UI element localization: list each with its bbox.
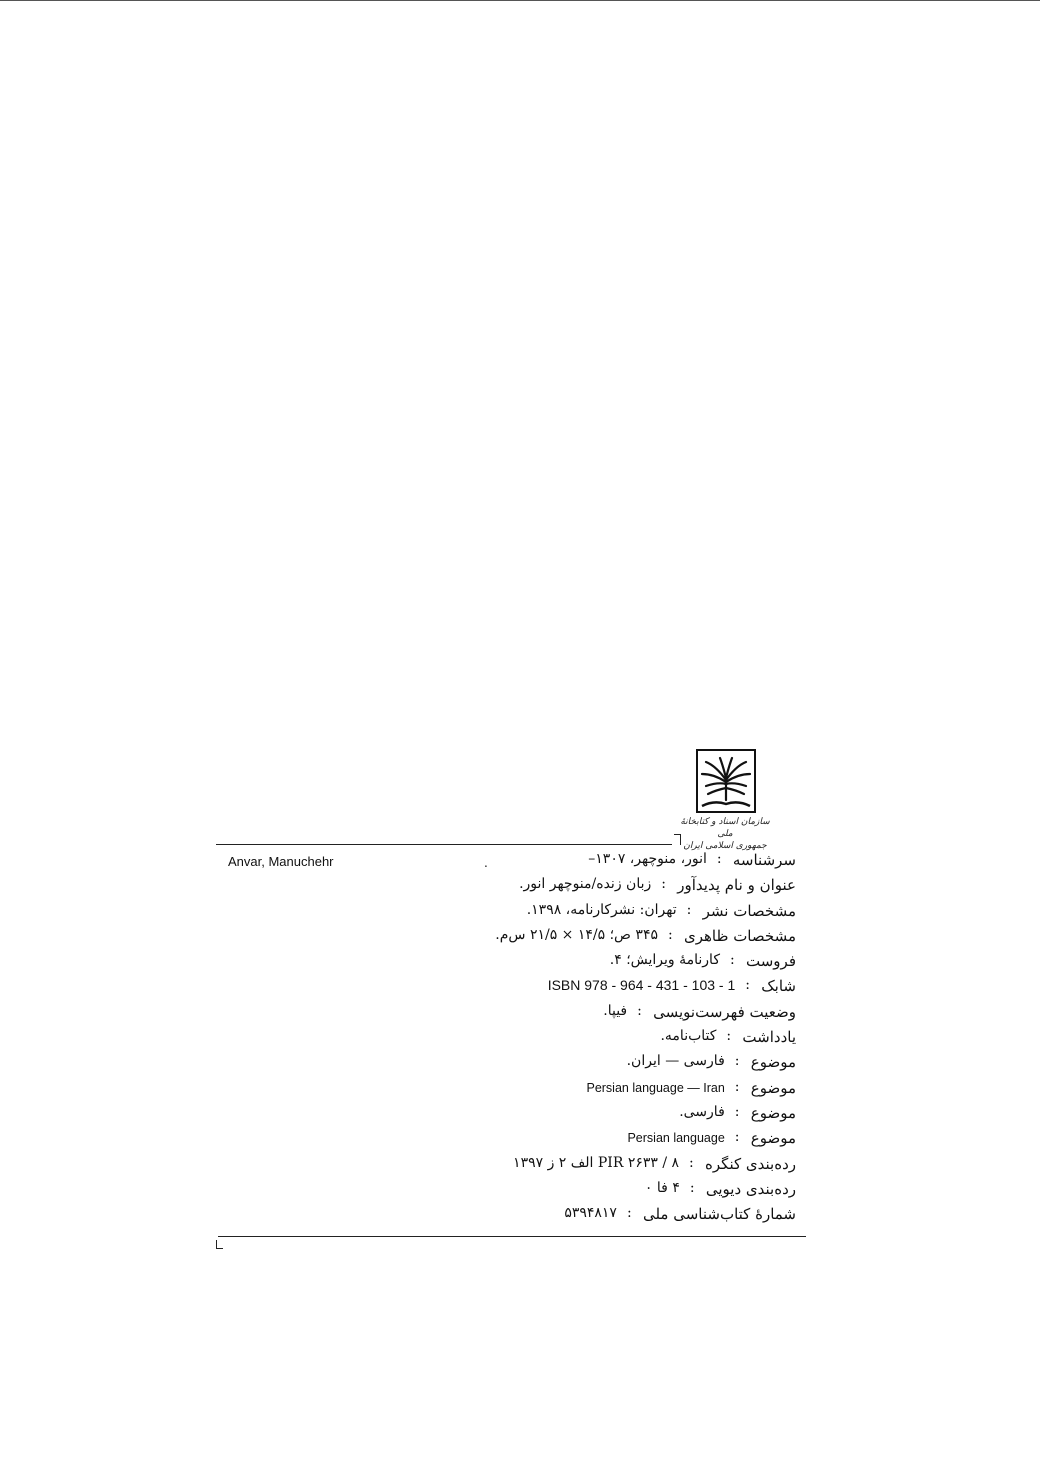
entry-label: موضوع (750, 1053, 796, 1072)
entry-separator: : (734, 1053, 740, 1070)
logo-caption-line1: سازمان اسناد و کتابخانهٔ ملی (680, 817, 770, 839)
entry-separator: : (734, 1078, 740, 1095)
entry-value: ISBN 978 - 964 - 431 - 103 - 1 (547, 977, 736, 994)
entry-value: ۳۴۵ ص؛ ۱۴/۵ × ۲۱/۵ س‌م. (495, 926, 658, 943)
entry-separator: : (661, 876, 666, 893)
entry-label: مشخصات ظاهری (683, 926, 796, 945)
entry-separator: : (730, 952, 735, 969)
catalog-entry (360, 1076, 810, 1101)
catalog-entry (360, 924, 810, 949)
entry-separator: : (626, 1205, 632, 1222)
entry-value: تهران: نشرکارنامه، ۱۳۹۸. (526, 901, 677, 918)
entry-label: موضوع (750, 1129, 796, 1148)
catalog-entry (360, 1000, 810, 1025)
entry-value: ۴ فا ۰ (644, 1179, 680, 1196)
entry-value: Persian language (627, 1131, 725, 1146)
catalog-entry (360, 1152, 810, 1177)
top-border-line (0, 0, 1040, 1)
english-author-name: Anvar, Manuchehr (228, 854, 334, 869)
entry-label: مشخصات نشر (702, 901, 796, 920)
entry-separator: : (734, 1129, 740, 1146)
bottom-rule (218, 1236, 806, 1237)
logo-caption (680, 816, 770, 852)
entry-value: فارسی. (679, 1103, 725, 1120)
entry-label: عنوان و نام پدیدآور (677, 876, 796, 895)
catalog-entry (360, 1050, 810, 1075)
entry-separator: : (745, 977, 750, 994)
entry-separator: : (734, 1103, 740, 1120)
separator-dot: . (484, 856, 488, 870)
catalog-entry (360, 1025, 810, 1050)
entry-label: رده‌بندی کنگره (705, 1154, 796, 1173)
entry-separator: : (726, 1028, 732, 1045)
catalog-entry (360, 1177, 810, 1202)
entry-value: فارسی — ایران. (626, 1053, 725, 1070)
cataloging-record (360, 848, 810, 1227)
entry-value: ۵۳۹۴۸۱۷ (564, 1205, 617, 1222)
corner-mark-bottom (216, 1240, 223, 1249)
entry-value: انور، منوچهر، ۱۳۰۷– (588, 851, 707, 867)
national-library-logo (680, 748, 790, 851)
entry-value: کارنامهٔ ویرایش؛ ۴. (609, 952, 720, 969)
entry-separator: : (689, 1154, 694, 1171)
entry-label: فروست (746, 952, 796, 971)
entry-separator: : (716, 851, 722, 867)
entry-value: کتاب‌نامه. (660, 1028, 717, 1045)
logo-caption-line2: جمهوری اسلامی ایران (683, 841, 767, 851)
corner-mark-top (674, 834, 681, 845)
entry-label: شابک (761, 977, 796, 996)
catalog-entry (360, 1101, 810, 1126)
catalog-entry (360, 1126, 810, 1151)
catalog-entry (360, 848, 810, 873)
entry-label: موضوع (750, 1078, 796, 1097)
entry-value: PIR ۲۶۳۳ / ۸ الف ۲ ز ۱۳۹۷ (513, 1154, 680, 1171)
entry-separator: : (689, 1179, 695, 1196)
catalog-entry (360, 949, 810, 974)
book-tree-icon (696, 748, 756, 814)
entry-separator: : (637, 1002, 642, 1019)
entry-label: وضعیت فهرست‌نویسی (653, 1002, 796, 1021)
entry-label: شمارهٔ کتاب‌شناسی ملی (642, 1205, 796, 1224)
top-rule (216, 844, 672, 845)
entry-label: یادداشت (742, 1028, 796, 1047)
catalog-entry (360, 974, 810, 999)
entry-label: موضوع (750, 1103, 796, 1122)
entry-value: زبان زنده/منوچهر انور. (519, 876, 652, 893)
entry-value: فیپا. (603, 1002, 628, 1019)
entry-label: سرشناسه (732, 851, 796, 869)
entry-value: Persian language — Iran (586, 1080, 725, 1095)
catalog-entry (360, 899, 810, 924)
entry-separator: : (686, 901, 692, 918)
entry-separator: : (667, 926, 673, 943)
entry-label: رده‌بندی دیویی (705, 1179, 796, 1198)
catalog-entry (360, 873, 810, 898)
catalog-entry (360, 1202, 810, 1227)
